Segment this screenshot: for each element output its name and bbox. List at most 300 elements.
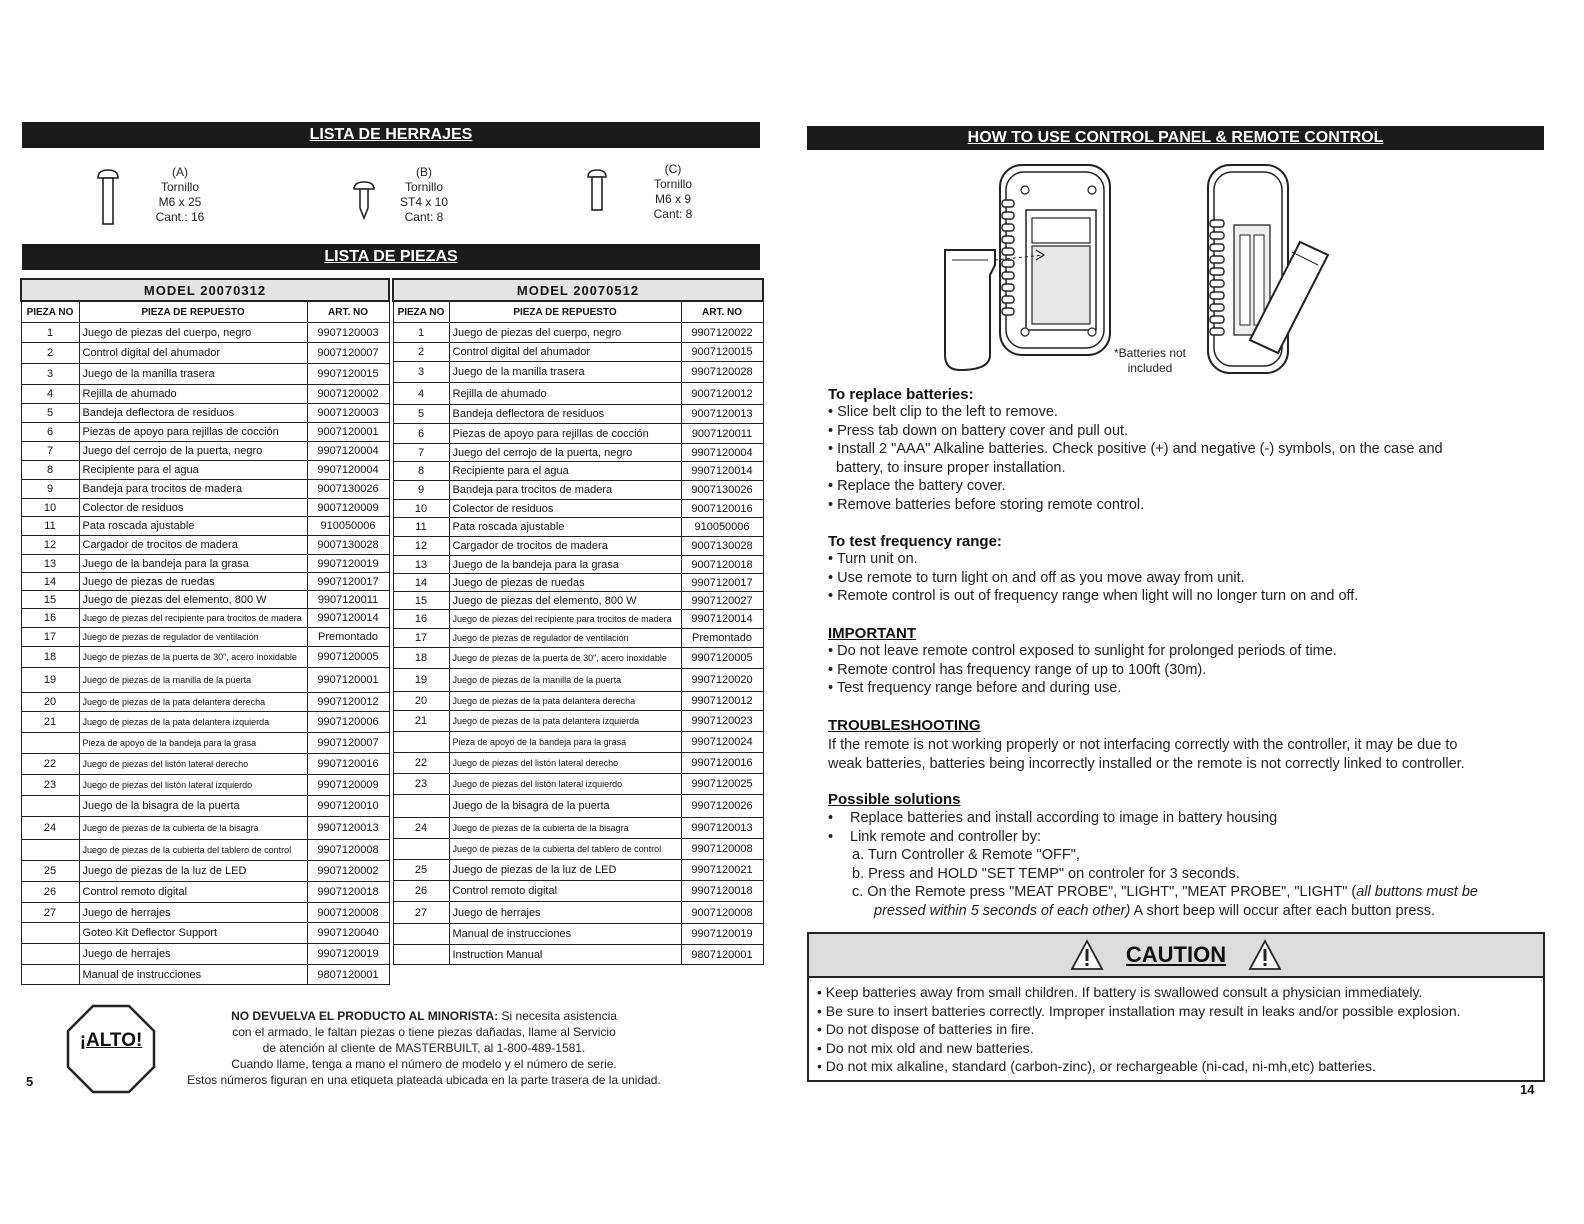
part-number: 19 [393,669,449,692]
replace-item: • Replace the battery cover. [828,478,1006,494]
article-number: 9907120016 [681,753,763,774]
table-row [21,591,389,609]
hardware-qty: Cant: 8 [653,207,693,221]
hardware-name: Tornillo [160,180,199,194]
article-number: 9907120011 [307,591,389,609]
article-number: 9907120004 [307,442,389,461]
table-row [393,753,763,774]
table-row [21,668,389,693]
col-header-part: PIEZA DE REPUESTO [449,301,681,323]
replace-item: • Remove batteries before storing remote control. [828,496,1145,513]
article-number: 9007130028 [307,536,389,555]
part-number: 24 [393,818,449,839]
table-row [21,609,389,628]
part-name: Juego de herrajes [449,902,681,924]
part-name: Pata roscada ajustable [449,518,681,537]
bolt-icon [586,168,608,212]
part-number: 10 [21,499,79,517]
table-row [393,574,763,592]
part-name: Pata roscada ajustable [79,517,307,536]
part-name: Cargador de trocitos de madera [79,536,307,555]
part-name: Juego de piezas del listón lateral derecho [449,753,681,774]
part-number: 4 [393,383,449,405]
caution-header [809,934,1543,978]
part-number: 27 [21,903,79,923]
caution-box [807,932,1545,1082]
replace-item: battery, to insure proper installation. [828,459,1066,476]
part-number [21,796,79,817]
table-row [393,362,763,383]
part-name: Colector de residuos [449,500,681,518]
table-row [393,424,763,444]
article-number: 9007120018 [681,556,763,574]
table-row [393,945,763,965]
article-number: 9007120016 [681,500,763,518]
part-name: Juego de piezas de la manilla de la puerta [449,669,681,692]
hardware-letter: (C) [664,162,682,176]
article-number: 9907120024 [681,732,763,753]
part-number [21,944,79,965]
return-notice [164,1008,684,1088]
caution-item: • Do not mix alkaline, standard (carbon-zinc), or rechargeable (ni-cad, ni-mh,etc) batteries. [817,1058,1376,1074]
notice-line-3: de atención al cliente de MASTERBUILT, al 1-800-489-1581. [262,1041,586,1055]
part-number: 25 [21,861,79,882]
table-row [393,902,763,924]
part-name: Pieza de apoyo de la bandeja para la grasa [449,732,681,753]
table-row [21,861,389,882]
troubleshooting-text [828,736,1540,773]
part-name: Juego de piezas del elemento, 800 W [79,591,307,609]
hardware-name: Tornillo [404,180,443,194]
parts-table-model-20070512 [392,278,764,965]
article-number: 9907120017 [681,574,763,592]
article-number: 9907120019 [681,924,763,945]
part-name: Recipiente para el agua [79,461,307,480]
part-name: Juego de piezas de la puerta de 30", acero inoxidable [449,648,681,669]
article-number: 9007120001 [307,423,389,442]
part-name: Rejilla de ahumado [79,385,307,404]
part-name: Juego de piezas del listón lateral izquierdo [79,775,307,796]
table-row [21,343,389,364]
part-name: Pieza de apoyo de la bandeja para la grasa [79,733,307,754]
part-name: Juego de la bandeja para la grasa [79,555,307,573]
table-row [393,481,763,500]
notice-line-4: Cuando llame, tenga a mano el número de modelo y el número de serie. [231,1057,617,1071]
table-row [21,442,389,461]
important-list [828,642,1538,698]
part-number: 14 [393,574,449,592]
part-number: 16 [393,610,449,629]
table-row [21,733,389,754]
table-row [393,500,763,518]
part-number: 13 [393,556,449,574]
step-c-italic-1: all buttons must be [1356,884,1478,900]
table-row [393,839,763,860]
part-number: 6 [393,424,449,444]
part-name: Juego de piezas de la cubierta de la bisagra [449,818,681,839]
part-number: 19 [21,668,79,693]
article-number: 9907120012 [307,693,389,712]
table-row [21,923,389,944]
part-name: Juego de piezas de la luz de LED [79,861,307,882]
part-name: Juego de piezas del cuerpo, negro [449,323,681,343]
col-header-no: PIEZA NO [393,301,449,323]
table-row [21,817,389,840]
screw-icon [352,180,376,220]
article-number: 9007120013 [681,405,763,424]
batteries-note-line-1: *Batteries not [1113,346,1187,360]
bolt-icon [96,168,120,226]
article-number: Premontado [307,628,389,647]
table-row [393,444,763,462]
article-number: 9907120026 [681,795,763,818]
table-row [21,480,389,499]
part-name: Instruction Manual [449,945,681,965]
part-name: Control digital del ahumador [449,343,681,362]
article-number: 9907120008 [681,839,763,860]
part-name: Manual de instrucciones [79,965,307,985]
part-name: Bandeja para trocitos de madera [79,480,307,499]
table-row [393,592,763,610]
warning-icon [1248,939,1282,971]
part-number: 18 [21,647,79,668]
solution-2: Link remote and controller by: [850,828,1042,845]
article-number: 9807120001 [681,945,763,965]
part-number [393,732,449,753]
part-name: Juego de la bandeja para la grasa [449,556,681,574]
step-b: b. Press and HOLD "SET TEMP" on controler for 3 seconds. [852,865,1240,882]
article-number: 9907120016 [307,754,389,775]
step-a: a. Turn Controller & Remote "OFF", [852,847,1080,863]
part-number: 14 [21,573,79,591]
part-number: 8 [393,462,449,481]
remote-belt-clip-illustration [940,160,1120,380]
table-row [393,323,763,343]
solutions-title: Possible solutions [828,791,961,808]
part-name: Goteo Kit Deflector Support [79,923,307,944]
part-name: Juego de piezas de ruedas [449,574,681,592]
part-number [393,795,449,818]
part-name: Juego de la bisagra de la puerta [79,796,307,817]
table-row [393,881,763,902]
hardware-size: ST4 x 10 [399,195,449,209]
article-number: 9007130028 [681,537,763,556]
table-row [21,364,389,385]
article-number: 9907120020 [681,669,763,692]
part-number: 26 [21,882,79,903]
important-item: • Test frequency range before and during use. [828,680,1122,696]
table-row [393,711,763,732]
article-number: 9807120001 [307,965,389,985]
hardware-list-header: LISTA DE HERRAJES [22,122,760,148]
table-row [393,774,763,795]
article-number: 9907120012 [681,692,763,711]
part-name: Juego de piezas de la luz de LED [449,860,681,881]
col-header-no: PIEZA NO [21,301,79,323]
important-item: • Remote control has frequency range of up to 100ft (30m). [828,661,1207,678]
article-number: 9907120003 [307,323,389,343]
part-number: 3 [21,364,79,385]
part-name: Control remoto digital [449,881,681,902]
important-item: • Do not leave remote control exposed to sunlight for prolonged periods of time. [828,643,1337,659]
table-row [21,536,389,555]
part-number: 23 [393,774,449,795]
table-row [21,712,389,733]
part-number [393,839,449,860]
part-name: Juego de piezas de regulador de ventilación [449,629,681,648]
part-name: Juego de piezas del elemento, 800 W [449,592,681,610]
part-number [21,840,79,861]
table-row [21,944,389,965]
notice-line-1: Si necesita asistencia [498,1009,617,1023]
step-c-text: c. On the Remote press "MEAT PROBE", "LIGHT", "MEAT PROBE", "LIGHT" ( [852,884,1357,900]
part-name: Juego de la manilla trasera [79,364,307,385]
table-row [21,404,389,423]
hardware-size: M6 x 25 [158,195,202,209]
part-number: 7 [21,442,79,461]
table-row [21,965,389,985]
article-number: 9907120027 [681,592,763,610]
part-name: Recipiente para el agua [449,462,681,481]
table-row [21,323,389,343]
table-row [393,518,763,537]
part-name: Juego de la bisagra de la puerta [449,795,681,818]
part-name: Juego de piezas del listón lateral izquierdo [449,774,681,795]
article-number: 9007120003 [307,404,389,423]
table-row [393,610,763,629]
part-name: Juego de herrajes [79,944,307,965]
table-row [21,499,389,517]
part-name: Juego del cerrojo de la puerta, negro [449,444,681,462]
caution-list [817,983,1539,1076]
replace-batteries-title: To replace batteries: [828,386,974,403]
part-name: Bandeja deflectora de residuos [449,405,681,424]
caution-item: • Be sure to insert batteries correctly. Improper installation may result in leaks and/or possible explosion. [817,1002,1461,1019]
table-row [393,860,763,881]
part-number [21,733,79,754]
part-number: 26 [393,881,449,902]
part-name: Juego de piezas del cuerpo, negro [79,323,307,343]
part-name: Control remoto digital [79,882,307,903]
part-name: Juego de piezas de la pata delantera izquierda [79,712,307,733]
article-number: 9907120008 [307,840,389,861]
frequency-item: • Turn unit on. [828,551,918,567]
part-number: 5 [21,404,79,423]
table-row [21,882,389,903]
table-row [393,405,763,424]
table-row [21,423,389,442]
article-number: 9007120008 [681,902,763,924]
article-number: 9007130026 [307,480,389,499]
article-number: 9007120002 [307,385,389,404]
col-header-part: PIEZA DE REPUESTO [79,301,307,323]
part-number: 16 [21,609,79,628]
article-number: 9907120018 [681,881,763,902]
table-row [21,796,389,817]
table-row [21,775,389,796]
table-row [393,556,763,574]
table-row [393,537,763,556]
table-row [393,648,763,669]
part-number: 21 [393,711,449,732]
article-number: 9007120015 [681,343,763,362]
part-name: Juego de piezas de ruedas [79,573,307,591]
article-number: 9907120014 [681,610,763,629]
article-number: 9907120028 [681,362,763,383]
part-name: Juego de piezas del recipiente para trocitos de madera [449,610,681,629]
col-header-art: ART. NO [681,301,763,323]
table-row [21,555,389,573]
part-name: Juego de piezas de la pata delantera derecha [79,693,307,712]
control-panel-header: HOW TO USE CONTROL PANEL & REMOTE CONTROL [807,126,1544,150]
part-name: Juego de piezas de la puerta de 30", acero inoxidable [79,647,307,668]
part-name: Manual de instrucciones [449,924,681,945]
article-number: 9907120025 [681,774,763,795]
part-name: Cargador de trocitos de madera [449,537,681,556]
stop-sign-label: ¡ALTO! [79,1030,143,1051]
hardware-letter: (B) [416,165,432,179]
part-number: 15 [21,591,79,609]
caution-item: • Keep batteries away from small children. If battery is swallowed consult a physician immediately. [817,984,1423,1000]
table-row [393,462,763,481]
troubleshooting-line-1: If the remote is not working properly or not interfacing correctly with the controller, it may be due to [828,737,1458,753]
table-row [21,754,389,775]
table-row [393,732,763,753]
part-name: Juego de piezas de la cubierta del tablero de control [449,839,681,860]
part-number: 11 [21,517,79,536]
frequency-item: • Remote control is out of frequency range when light will no longer turn on and off. [828,588,1359,604]
batteries-note-line-2: included [1127,361,1173,375]
part-number: 18 [393,648,449,669]
part-name: Rejilla de ahumado [449,383,681,405]
hardware-name: Tornillo [653,177,692,191]
part-number: 17 [393,629,449,648]
part-number: 13 [21,555,79,573]
notice-bold: NO DEVUELVA EL PRODUCTO AL MINORISTA: [231,1009,499,1023]
article-number: 910050006 [307,517,389,536]
part-number: 11 [393,518,449,537]
article-number: Premontado [681,629,763,648]
replace-item: • Install 2 "AAA" Alkaline batteries. Check positive (+) and negative (-) symbols, on the case and [828,441,1443,457]
part-number: 4 [21,385,79,404]
batteries-note [1108,346,1192,376]
part-number: 9 [21,480,79,499]
table-row [393,383,763,405]
col-header-art: ART. NO [307,301,389,323]
part-name: Piezas de apoyo para rejillas de cocción [449,424,681,444]
part-number: 1 [21,323,79,343]
part-number: 20 [393,692,449,711]
article-number: 9907120019 [307,944,389,965]
part-number: 21 [21,712,79,733]
model-title: MODEL 20070512 [393,279,763,301]
hardware-qty: Cant.: 16 [155,210,205,224]
part-number [21,923,79,944]
part-number: 20 [21,693,79,712]
part-number: 2 [21,343,79,364]
article-number: 9007120007 [307,343,389,364]
part-number: 8 [21,461,79,480]
table-row [21,517,389,536]
part-number: 3 [393,362,449,383]
step-c-text-2: A short beep will occur after each button press. [1130,902,1435,919]
article-number: 9907120005 [307,647,389,668]
table-row [21,840,389,861]
remote-battery-cover-illustration [1200,160,1340,380]
notice-line-2: con el armado, le faltan piezas o tiene piezas dañadas, llame al Servicio [232,1025,616,1039]
table-row [21,461,389,480]
article-number: 9007120009 [307,499,389,517]
table-row [393,924,763,945]
replace-batteries-list [828,403,1538,514]
article-number: 9007120012 [681,383,763,405]
solution-1: Replace batteries and install according to image in battery housing [850,810,1278,826]
solutions-list: • Replace batteries and install according to image in battery housing • Link remote and controller by: a. Turn Controller & Remote "OFF", b. Press and HOLD "SET TEMP" on controler for 3 seconds. c. On the Remote press "MEAT PROBE", "LIGHT", "MEAT PROBE", "LIGHT" (all buttons must be pressed within 5 seconds of each other) A short beep will occur after each button press. [828,809,1540,920]
frequency-item: • Use remote to turn light on and off as you move away from unit. [828,569,1245,586]
part-number: 1 [393,323,449,343]
part-name: Juego de piezas de la pata delantera izquierda [449,711,681,732]
warning-icon [1070,939,1104,971]
hardware-qty: Cant: 8 [404,210,444,224]
article-number: 9907120019 [307,555,389,573]
part-number: 10 [393,500,449,518]
replace-item: • Slice belt clip to the left to remove. [828,404,1058,420]
article-number: 9007120008 [307,903,389,923]
part-name: Juego de piezas del recipiente para trocitos de madera [79,609,307,628]
table-row [393,629,763,648]
part-number: 9 [393,481,449,500]
part-number: 24 [21,817,79,840]
article-number: 9907120040 [307,923,389,944]
table-row [393,343,763,362]
article-number: 9907120005 [681,648,763,669]
article-number: 9907120007 [307,733,389,754]
article-number: 9907120014 [307,609,389,628]
table-row [21,573,389,591]
part-name: Bandeja deflectora de residuos [79,404,307,423]
part-number [393,924,449,945]
table-row [21,903,389,923]
caution-item: • Do not mix old and new batteries. [817,1039,1034,1056]
caution-item: • Do not dispose of batteries in fire. [817,1021,1035,1037]
part-number: 17 [21,628,79,647]
part-name: Juego de piezas de regulador de ventilación [79,628,307,647]
article-number: 910050006 [681,518,763,537]
troubleshooting-line-2: weak batteries, batteries being incorrectly installed or the remote is not correctly linked to controller. [828,755,1465,772]
part-name: Juego de piezas de la cubierta del tablero de control [79,840,307,861]
hardware-size: M6 x 9 [654,192,691,206]
parts-list-header: LISTA DE PIEZAS [22,244,760,270]
part-number: 15 [393,592,449,610]
troubleshooting-title: TROUBLESHOOTING [828,717,981,734]
part-number [21,965,79,985]
model-title: MODEL 20070312 [21,279,389,301]
step-c-italic-2: pressed within 5 seconds of each other) [874,902,1131,919]
article-number: 9907120022 [681,323,763,343]
notice-line-5: Estos números figuran en una etiqueta plateada ubicada en la parte trasera de la unidad. [187,1073,661,1087]
part-number: 25 [393,860,449,881]
article-number: 9907120004 [681,444,763,462]
article-number: 9907120017 [307,573,389,591]
part-number: 5 [393,405,449,424]
part-name: Juego de piezas de la pata delantera derecha [449,692,681,711]
parts-table-model-20070312 [20,278,390,985]
part-name: Juego de piezas de la manilla de la puerta [79,668,307,693]
part-number: 23 [21,775,79,796]
part-number: 12 [393,537,449,556]
table-row [393,818,763,839]
table-row [21,647,389,668]
